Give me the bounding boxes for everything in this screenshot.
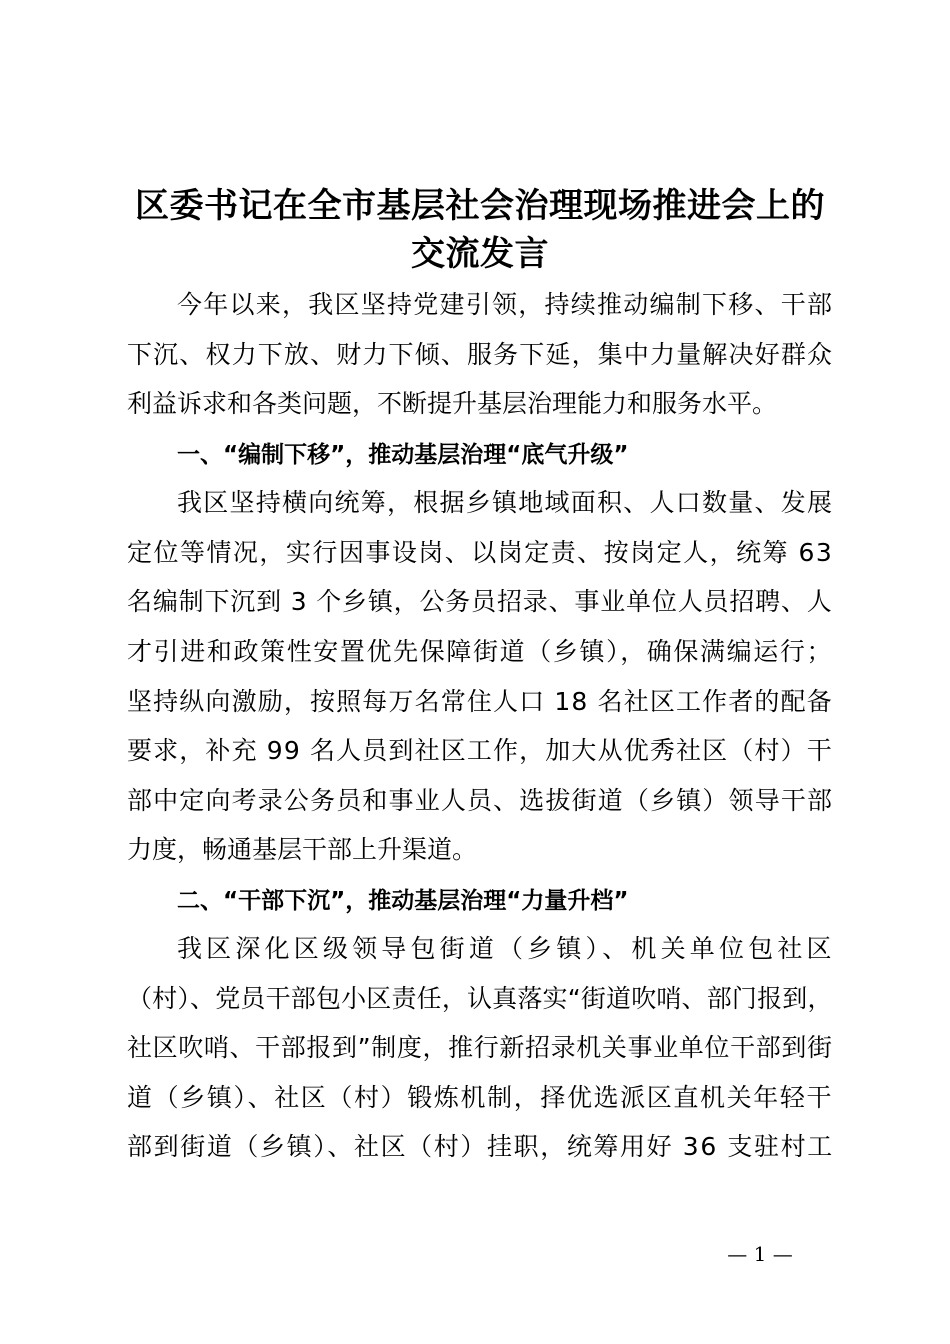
- body-line: 道（乡镇）、社区（村）锻炼机制，择优选派区直机关年轻干: [127, 1083, 834, 1112]
- body-line: 我区坚持横向统筹，根据乡镇地域面积、人口数量、发展: [177, 488, 834, 517]
- body-line: 部中定向考录公务员和事业人员、选拔街道（乡镇）领导干部: [127, 786, 834, 815]
- document-title-line-1: 区委书记在全市基层社会治理现场推进会上的: [135, 186, 825, 226]
- body-line: 要求，补充 99 名人员到社区工作，加大从优秀社区（村）干: [127, 736, 833, 765]
- section-heading-2: 二、“干部下沉”，推动基层治理“力量升档”: [177, 888, 629, 914]
- body-line: 名编制下沉到 3 个乡镇，公务员招录、事业单位人员招聘、人: [127, 587, 833, 616]
- body-line: 下沉、权力下放、财力下倾、服务下延，集中力量解决好群众: [127, 340, 834, 369]
- page-number: — 1 —: [727, 1242, 793, 1266]
- body-line: 定位等情况，实行因事设岗、以岗定责、按岗定人，统筹 63: [127, 538, 834, 567]
- body-line: 利益诉求和各类问题，不断提升基层治理能力和服务水平。: [127, 389, 778, 418]
- body-line: 我区深化区级领导包街道（乡镇）、机关单位包社区: [177, 934, 836, 963]
- section-heading-1: 一、“编制下移”，推动基层治理“底气升级”: [177, 442, 629, 468]
- body-line: 坚持纵向激励，按照每万名常住人口 18 名社区工作者的配备: [127, 687, 833, 716]
- body-line: 今年以来，我区坚持党建引领，持续推动编制下移、干部: [177, 290, 834, 319]
- body-line: （村）、党员干部包小区责任，认真落实“街道吹哨、部门报到，: [127, 984, 833, 1013]
- body-line: 社区吹哨、干部报到”制度，推行新招录机关事业单位干部到街: [127, 1033, 833, 1062]
- body-line: 部到街道（乡镇）、社区（村）挂职，统筹用好 36 支驻村工: [127, 1132, 834, 1161]
- document-title-line-2: 交流发言: [411, 234, 549, 274]
- body-line: 力度，畅通基层干部上升渠道。: [127, 835, 478, 864]
- body-line: 才引进和政策性安置优先保障街道（乡镇），确保满编运行；: [127, 637, 834, 666]
